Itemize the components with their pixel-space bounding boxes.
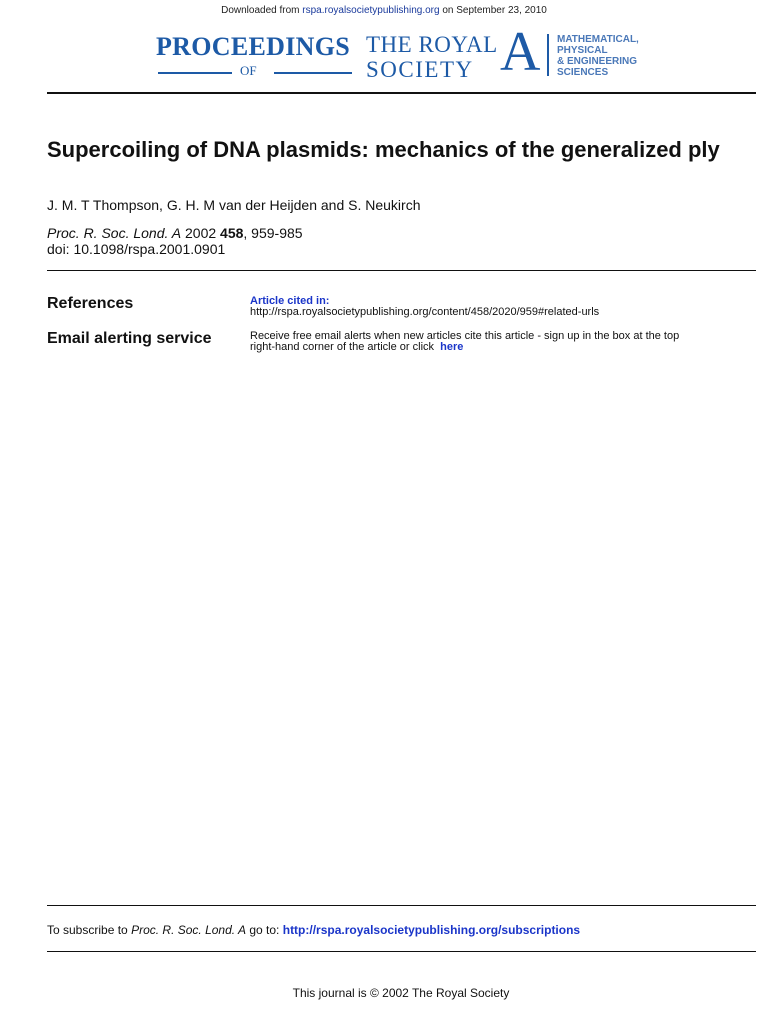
masthead-of-rule-left bbox=[158, 72, 232, 74]
article-doi: doi: 10.1098/rspa.2001.0901 bbox=[47, 241, 226, 257]
subscriptions-link[interactable]: http://rspa.royalsocietypublishing.org/subscriptions bbox=[282, 923, 581, 937]
subscribe-notice bbox=[47, 923, 580, 937]
citation-pages: , 959-985 bbox=[243, 225, 303, 241]
email-alert-text-1: Receive free email alerts when new articles cite this article - sign up in the box at the top bbox=[250, 330, 680, 342]
series-line-3: & ENGINEERING bbox=[557, 56, 638, 67]
series-a-icon: A bbox=[500, 21, 541, 83]
series-line-4: SCIENCES bbox=[557, 67, 609, 78]
article-authors: J. M. T Thompson, G. H. M van der Heijden and S. Neukirch bbox=[47, 197, 421, 213]
subscribe-divider-top bbox=[47, 905, 756, 906]
email-alert-text-2: right-hand corner of the article or click bbox=[250, 341, 435, 353]
citation-year: 2002 bbox=[185, 225, 217, 241]
citation-journal: Proc. R. Soc. Lond. A bbox=[47, 225, 182, 241]
series-line-2: PHYSICAL bbox=[557, 45, 608, 56]
article-citation bbox=[47, 225, 303, 241]
subscribe-middle: go to: bbox=[249, 923, 280, 937]
metadata-divider bbox=[47, 270, 756, 271]
references-label: References bbox=[47, 295, 134, 312]
masthead-society: SOCIETY bbox=[366, 57, 474, 82]
related-urls-link[interactable]: http://rspa.royalsocietypublishing.org/content/458/2020/959#related-urls bbox=[250, 306, 600, 318]
references-body bbox=[250, 296, 720, 318]
subscribe-prefix: To subscribe to bbox=[47, 923, 128, 937]
masthead-the-royal: THE ROYAL bbox=[366, 32, 498, 57]
article-title: Supercoiling of DNA plasmids: mechanics of the generalized ply bbox=[47, 137, 720, 162]
citation-volume: 458 bbox=[220, 225, 244, 241]
masthead-of-rule-right bbox=[274, 72, 352, 74]
series-divider bbox=[547, 34, 549, 76]
series-line-1: MATHEMATICAL, bbox=[557, 34, 639, 45]
download-notice bbox=[0, 5, 768, 16]
email-alert-body bbox=[250, 331, 720, 353]
masthead-proceedings: PROCEEDINGS bbox=[156, 32, 350, 61]
header-divider bbox=[47, 92, 756, 94]
series-name bbox=[557, 34, 639, 78]
masthead-of: OF bbox=[240, 63, 257, 78]
subscribe-journal: Proc. R. Soc. Lond. A bbox=[131, 923, 247, 937]
download-date: on September 23, 2010 bbox=[442, 5, 547, 16]
journal-masthead-logo bbox=[156, 21, 656, 83]
footer-copyright: This journal is © 2002 The Royal Society bbox=[292, 986, 510, 1000]
download-prefix: Downloaded from bbox=[221, 5, 300, 16]
email-alert-label: Email alerting service bbox=[47, 330, 212, 347]
email-alert-here-link[interactable]: here bbox=[440, 341, 464, 353]
download-site-link[interactable]: rspa.royalsocietypublishing.org bbox=[302, 5, 440, 16]
subscribe-divider-bottom bbox=[47, 951, 756, 952]
article-cited-in-link[interactable]: Article cited in: bbox=[250, 295, 330, 307]
